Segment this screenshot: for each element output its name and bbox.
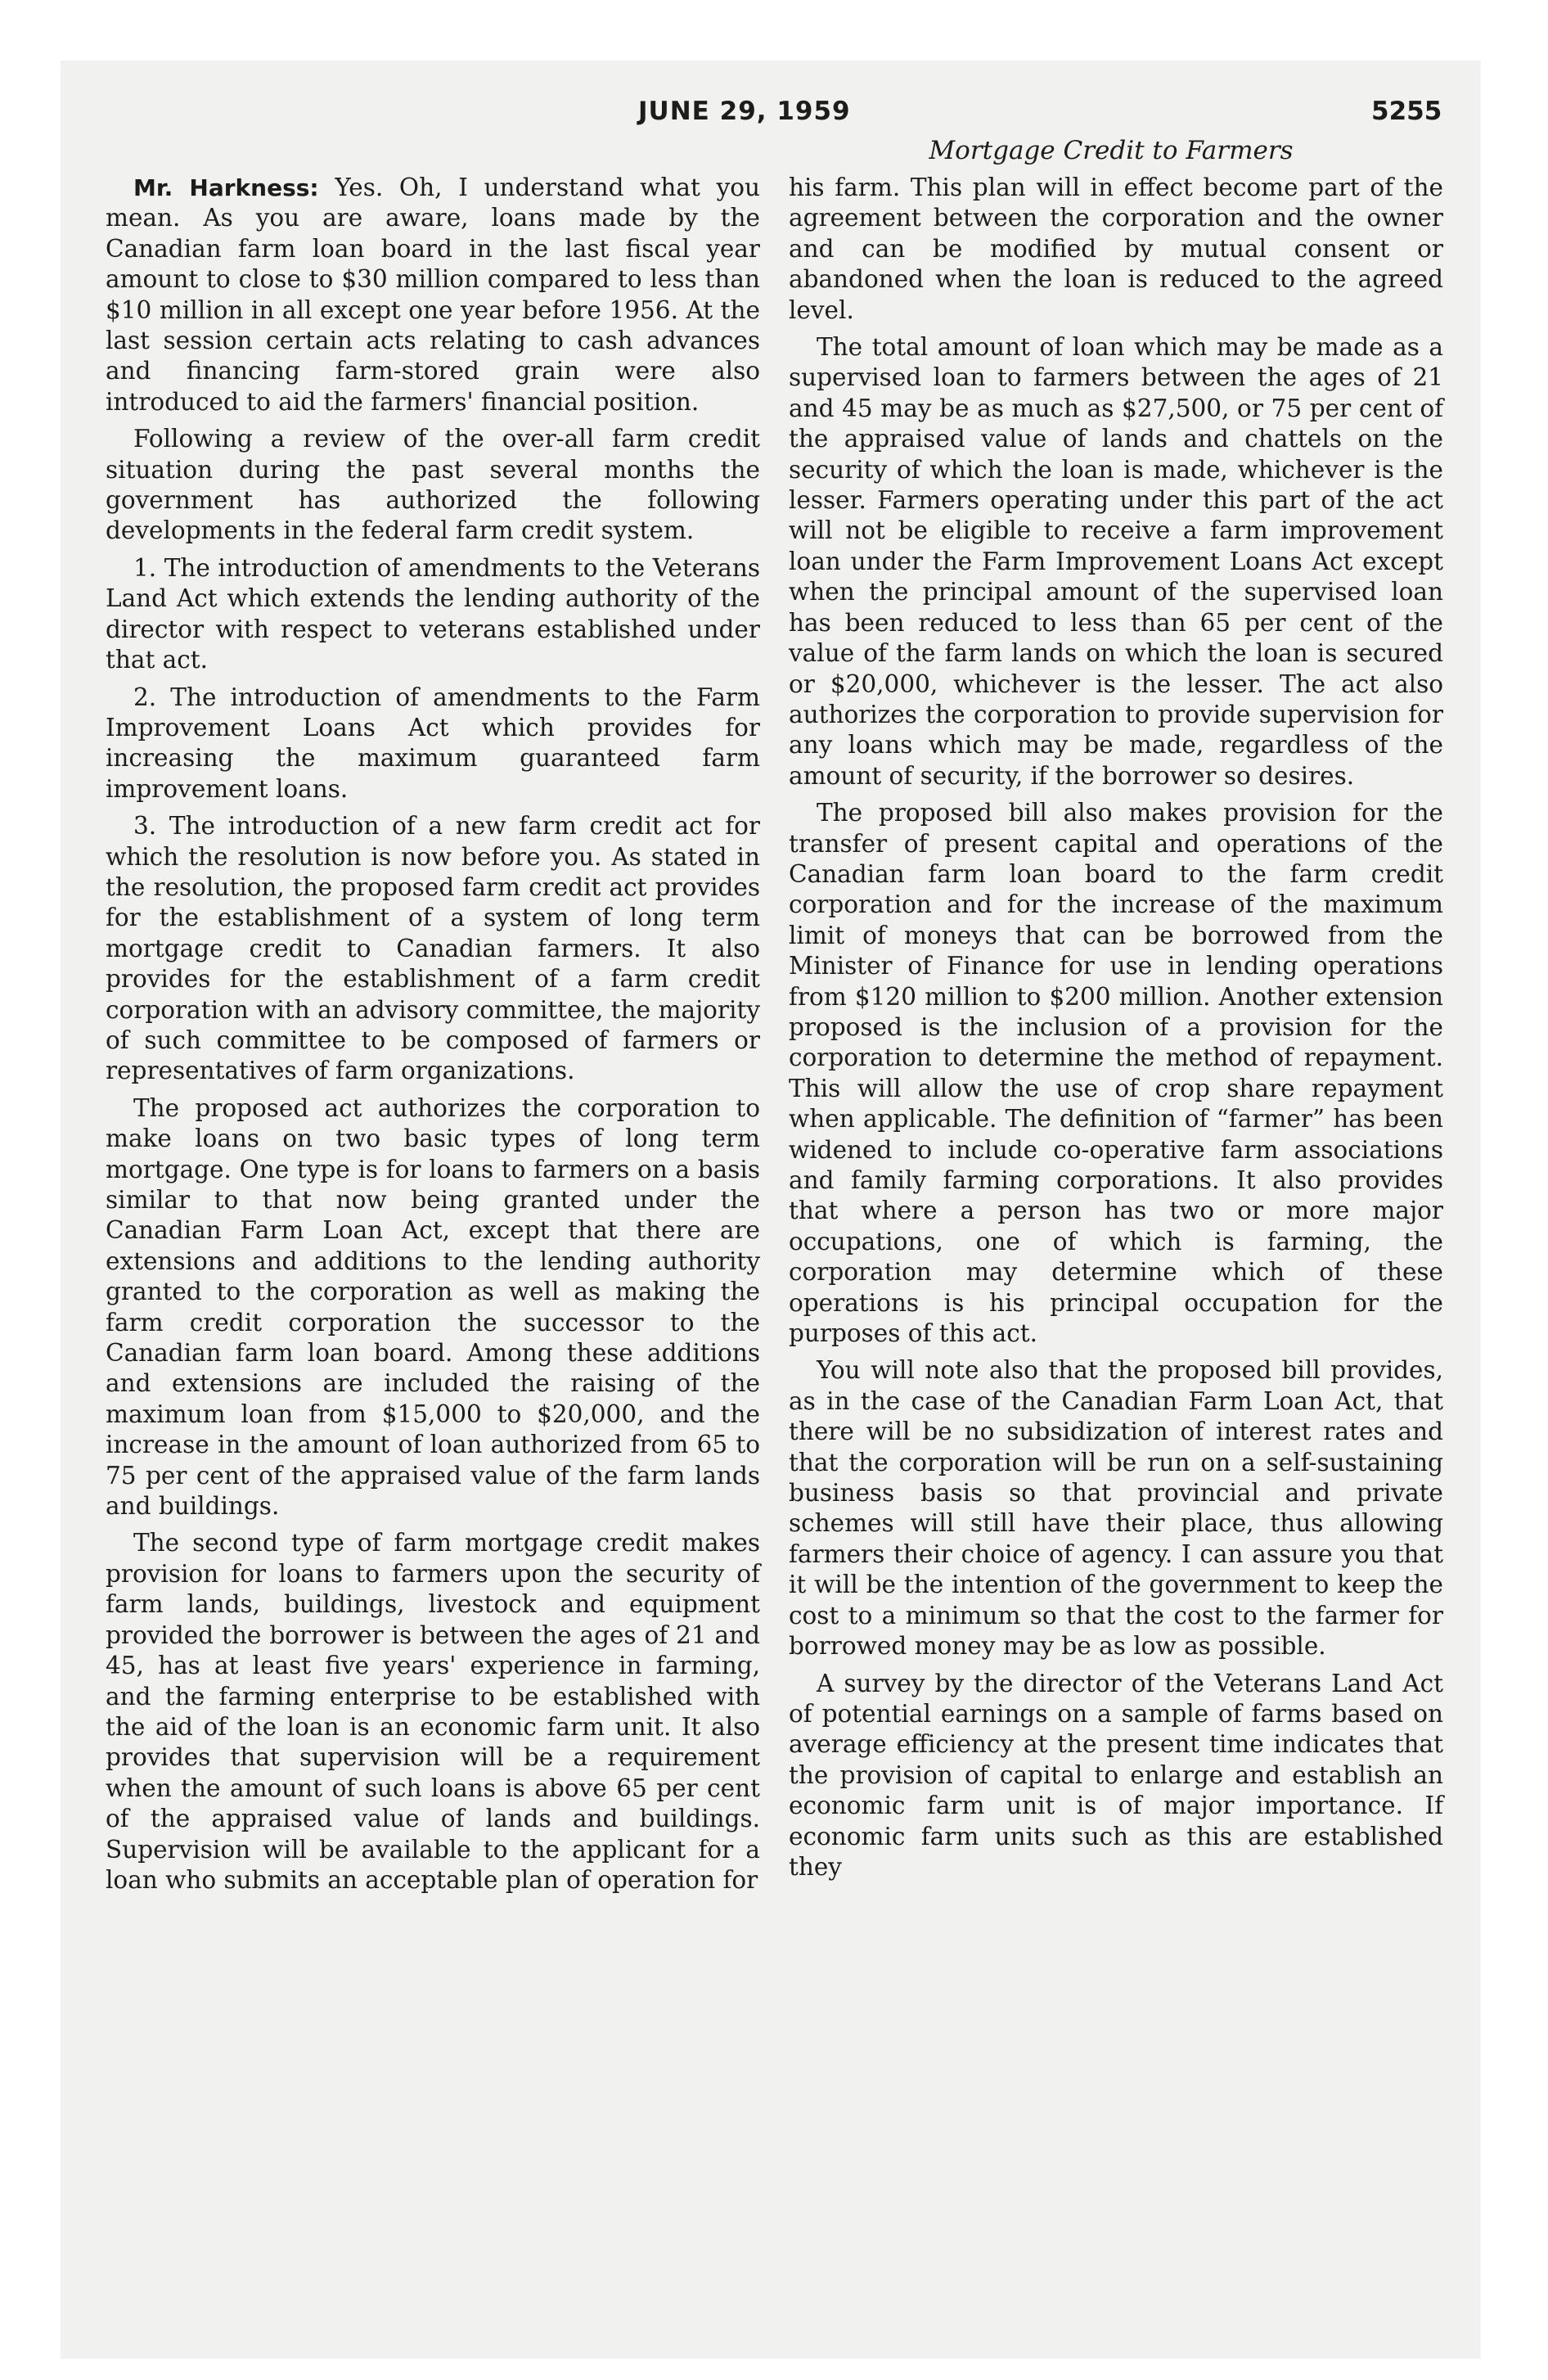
paragraph: The proposed bill also makes provision for the transfer of present capital and operations of the Canadian farm loan board to the farm credit corporation and for the increase of the maximum limit of moneys that can be borrowed from the Minister of Finance for use in lending operations from $120 million to $200 million. Another extension proposed is the inclusion of a provision for the corporation to determine the method of repayment. This will allow the use of crop share repayment when applicable. The definition of “farmer” has been widened to include co-operative farm associations and family farming corporations. It also provides that where a person has two or more major occupations, one of which is farming, the corporation may determine which of these operations is his principal occupation for the purposes of this act. <box>789 799 1443 1348</box>
paragraph: Following a review of the over-all farm credit situation during the past several months the government has authorized the following developments in the federal farm credit system. <box>106 425 760 545</box>
right-column <box>789 173 1443 1889</box>
running-head: Mortgage Credit to Farmers <box>929 136 1294 165</box>
paragraph: The proposed act authorizes the corporation to make loans on two basic types of long term mortgage. One type is for loans to farmers on a basis similar to that now being granted under the Canadian Farm Loan Act, except that there are extensions and additions to the lending authority granted to the corporation as well as making the farm credit corporation the successor to the Canadian farm loan board. Among these additions and extensions are included the raising of the maximum loan from $15,000 to $20,000, and the increase in the amount of loan authorized from 65 to 75 per cent of the appraised value of the farm lands and buildings. <box>106 1093 760 1521</box>
paragraph: 1. The introduction of amendments to the Veterans Land Act which extends the lending authority of the director with respect to veterans established under that act. <box>106 553 760 674</box>
paragraph: 2. The introduction of amendments to the Farm Improvement Loans Act which provides for increasing the maximum guaranteed farm improvement loans. <box>106 683 760 803</box>
paragraph: The second type of farm mortgage credit makes provision for loans to farmers upon the security of farm lands, buildings, livestock and equipment provided the borrower is between the ages of 21 and 45, has at least five years' experience in farming, and the farming enterprise to be established with the aid of the loan is an economic farm unit. It also provides that supervision will be a requirement when the amount of such loans is above 65 per cent of the appraised value of lands and buildings. Supervision will be available to the applicant for a loan who submits an acceptable plan of operation for <box>106 1529 760 1894</box>
paragraph: A survey by the director of the Veterans Land Act of potential earnings on a sample of farms based on average efficiency at the present time indicates that the provision of capital to enlarge and establish an economic farm unit is of major importance. If economic farm units such as this are established they <box>789 1669 1443 1881</box>
paragraph <box>106 173 760 417</box>
left-column <box>106 173 760 1902</box>
speaker-name: Mr. Harkness: <box>133 174 319 201</box>
paragraph: 3. The introduction of a new farm credit act for which the resolution is now before you. As stated in the resolution, the proposed farm credit act provides for the establishment of a system of long term mortgage credit to Canadian farmers. It also provides for the establishment of a farm credit corporation with an advisory committee, the majority of such committee to be composed of farmers or representatives of farm organizations. <box>106 812 760 1085</box>
page-number: 5255 <box>1371 97 1442 126</box>
header-date: JUNE 29, 1959 <box>638 97 851 126</box>
paragraph-text: Yes. Oh, I understand what you mean. As you are aware, loans made by the Canadian farm loan board in the last fiscal year amount to close to $30 million compared to less than $10 million in all except one year before 1956. At the last session certain acts relating to cash advances and financing farm-stored grain were also introduced to aid the farmers' financial position. <box>106 174 760 416</box>
paragraph-continued: his farm. This plan will in effect become part of the agreement between the corporation and the owner and can be modified by mutual consent or abandoned when the loan is reduced to the agreed level. <box>789 174 1443 324</box>
paragraph: The total amount of loan which may be made as a supervised loan to farmers between the ages of 21 and 45 may be as much as $27,500, or 75 per cent of the appraised value of lands and chattels on the security of which the loan is made, whichever is the lesser. Farmers operating under this part of the act will not be eligible to receive a farm improvement loan under the Farm Improvement Loans Act except when the principal amount of the supervised loan has been reduced to less than 65 per cent of the value of the farm lands on which the loan is secured or $20,000, whichever is the lesser. The act also authorizes the corporation to provide supervision for any loans which may be made, regardless of the amount of security, if the borrower so desires. <box>789 333 1443 790</box>
paragraph: You will note also that the proposed bill provides, as in the case of the Canadian Farm Loan Act, that there will be no subsidization of interest rates and that the corporation will be run on a self-sustaining business basis so that provincial and private schemes will still have their place, thus allowing farmers their choice of agency. I can assure you that it will be the intention of the government to keep the cost to a minimum so that the cost to the farmer for borrowed money may be as low as possible. <box>789 1356 1443 1661</box>
